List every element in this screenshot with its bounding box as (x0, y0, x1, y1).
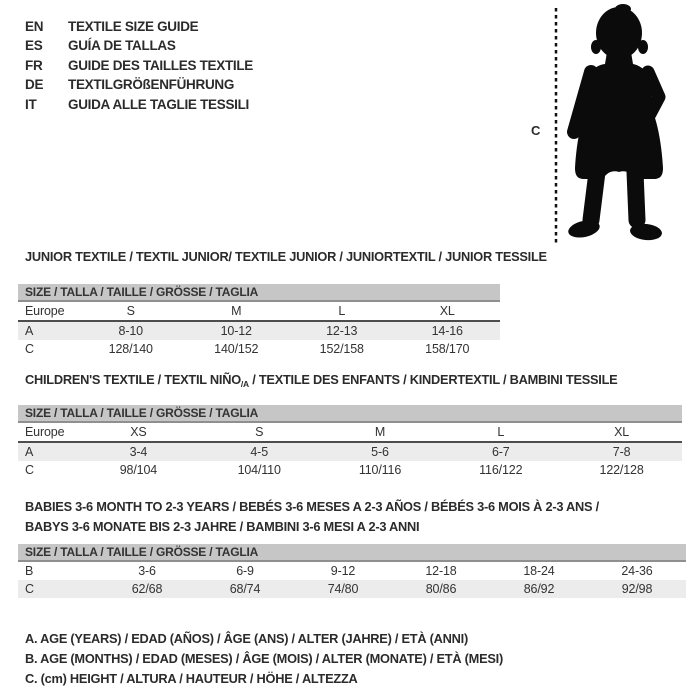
months-cell: 6-9 (236, 564, 254, 578)
size-cell: M (231, 304, 242, 318)
language-code: ES (25, 38, 43, 54)
table-row-age (18, 443, 682, 461)
size-cell: S (126, 304, 135, 318)
junior-section-title: JUNIOR TEXTILE / TEXTIL JUNIOR/ TEXTILE JUNIOR / JUNIORTEXTIL / JUNIOR TESSILE (25, 249, 547, 264)
language-label: GUÍA DE TALLAS (68, 38, 176, 54)
language-code: EN (25, 19, 44, 34)
language-row-it (25, 95, 253, 114)
babies-size-table (18, 544, 686, 598)
age-cell: 4-5 (250, 445, 268, 459)
row-label: C (25, 463, 34, 477)
table-row-europe (18, 423, 682, 443)
table-row-age (18, 322, 500, 340)
age-cell: 3-4 (129, 445, 148, 459)
babies-title-line1: BABIES 3-6 MONTH TO 2-3 YEARS / BEBÉS 3-6 MESES A 2-3 AÑOS / BÉBÉS 3-6 MOIS À 2-3 ANS / (25, 499, 599, 514)
row-label: C (25, 582, 34, 596)
months-cell: 9-12 (330, 564, 356, 578)
language-code: FR (25, 57, 43, 73)
months-cell: 18-24 (523, 564, 555, 578)
height-cell: 158/170 (425, 342, 470, 356)
children-size-table (18, 405, 682, 479)
age-cell: 10-12 (220, 324, 252, 338)
row-label: B (25, 564, 34, 578)
height-cell: 128/140 (108, 342, 153, 356)
height-cell: 116/122 (479, 463, 523, 477)
baby-silhouette-icon (525, 0, 700, 250)
language-label: TEXTILGRÖßENFÜHRUNG (68, 77, 235, 93)
language-row-de (25, 75, 253, 94)
months-cell: 24-36 (621, 564, 653, 578)
language-code: DE (25, 77, 44, 93)
row-label: A (25, 324, 34, 338)
language-label: GUIDA ALLE TAGLIE TESSILI (68, 96, 249, 112)
size-cell: XS (130, 425, 147, 439)
children-section-title (25, 372, 617, 389)
height-cell: 98/104 (119, 463, 158, 477)
children-title-post: / TEXTILE DES ENFANTS / KINDERTEXTIL / BAMBINI TESSILE (248, 372, 618, 387)
months-cell: 3-6 (138, 564, 156, 578)
language-row-en (25, 17, 253, 36)
age-cell: 6-7 (491, 445, 510, 459)
size-cell: L (338, 304, 346, 318)
row-label: Europe (25, 425, 65, 439)
children-title-pre: CHILDREN'S TEXTILE / TEXTIL NIÑO (25, 372, 241, 387)
baby-figure (567, 4, 663, 242)
language-list (25, 17, 253, 114)
table-header-bar: SIZE / TALLA / TAILLE / GRÖSSE / TAGLIA (18, 544, 686, 562)
legend (25, 629, 503, 689)
legend-line-b: B. AGE (MONTHS) / EDAD (MESES) / ÂGE (MOIS) / ALTER (MONATE) / ETÀ (MESI) (25, 651, 503, 666)
months-cell: 12-18 (425, 564, 457, 578)
height-cell: 74/80 (327, 582, 359, 596)
age-cell: 12-13 (326, 324, 358, 338)
height-cell: 68/74 (229, 582, 261, 596)
language-label: GUIDE DES TAILLES TEXTILE (68, 57, 254, 73)
row-label: Europe (25, 304, 65, 318)
size-cell: M (374, 425, 386, 439)
language-row-es (25, 36, 253, 55)
table-row-height (18, 340, 500, 358)
babies-section-title (25, 497, 599, 537)
age-cell: 7-8 (612, 445, 631, 459)
table-row-europe (18, 302, 500, 322)
height-cell: 80/86 (425, 582, 457, 596)
junior-size-table (18, 284, 500, 358)
size-cell: XL (439, 304, 455, 318)
table-header-bar: SIZE / TALLA / TAILLE / GRÖSSE / TAGLIA (18, 405, 682, 423)
height-cell: 104/110 (237, 463, 281, 477)
size-cell: L (497, 425, 505, 439)
table-header-bar: SIZE / TALLA / TAILLE / GRÖSSE / TAGLIA (18, 284, 500, 302)
height-cell: 122/128 (599, 463, 644, 477)
height-cell: 110/116 (358, 463, 402, 477)
children-title-subscript: /A (240, 379, 249, 389)
table-row-months (18, 562, 686, 580)
age-cell: 8-10 (118, 324, 143, 338)
height-measure-label: C (531, 123, 541, 138)
age-cell: 14-16 (431, 324, 463, 338)
language-row-fr (25, 56, 253, 75)
legend-line-c: C. (cm) HEIGHT / ALTURA / HAUTEUR / HÖHE / ALTEZZA (25, 671, 358, 686)
size-cell: S (255, 425, 264, 439)
row-label: C (25, 342, 34, 356)
height-cell: 86/92 (523, 582, 555, 596)
height-cell: 62/68 (131, 582, 163, 596)
table-row-height (18, 580, 686, 598)
language-code: IT (25, 96, 37, 112)
babies-title-line2: BABYS 3-6 MONATE BIS 2-3 JAHRE / BAMBINI 3-6 MESI A 2-3 ANNI (25, 519, 420, 534)
table-row-height (18, 461, 682, 479)
age-cell: 5-6 (371, 445, 389, 459)
size-cell: XL (614, 425, 630, 439)
legend-line-a: A. AGE (YEARS) / EDAD (AÑOS) / ÂGE (ANS) / ALTER (JAHRE) / ETÀ (ANNI) (25, 631, 468, 646)
height-cell: 140/152 (214, 342, 259, 356)
row-label: A (25, 445, 34, 459)
height-cell: 152/158 (319, 342, 364, 356)
height-cell: 92/98 (621, 582, 653, 596)
language-label: TEXTILE SIZE GUIDE (68, 19, 199, 34)
